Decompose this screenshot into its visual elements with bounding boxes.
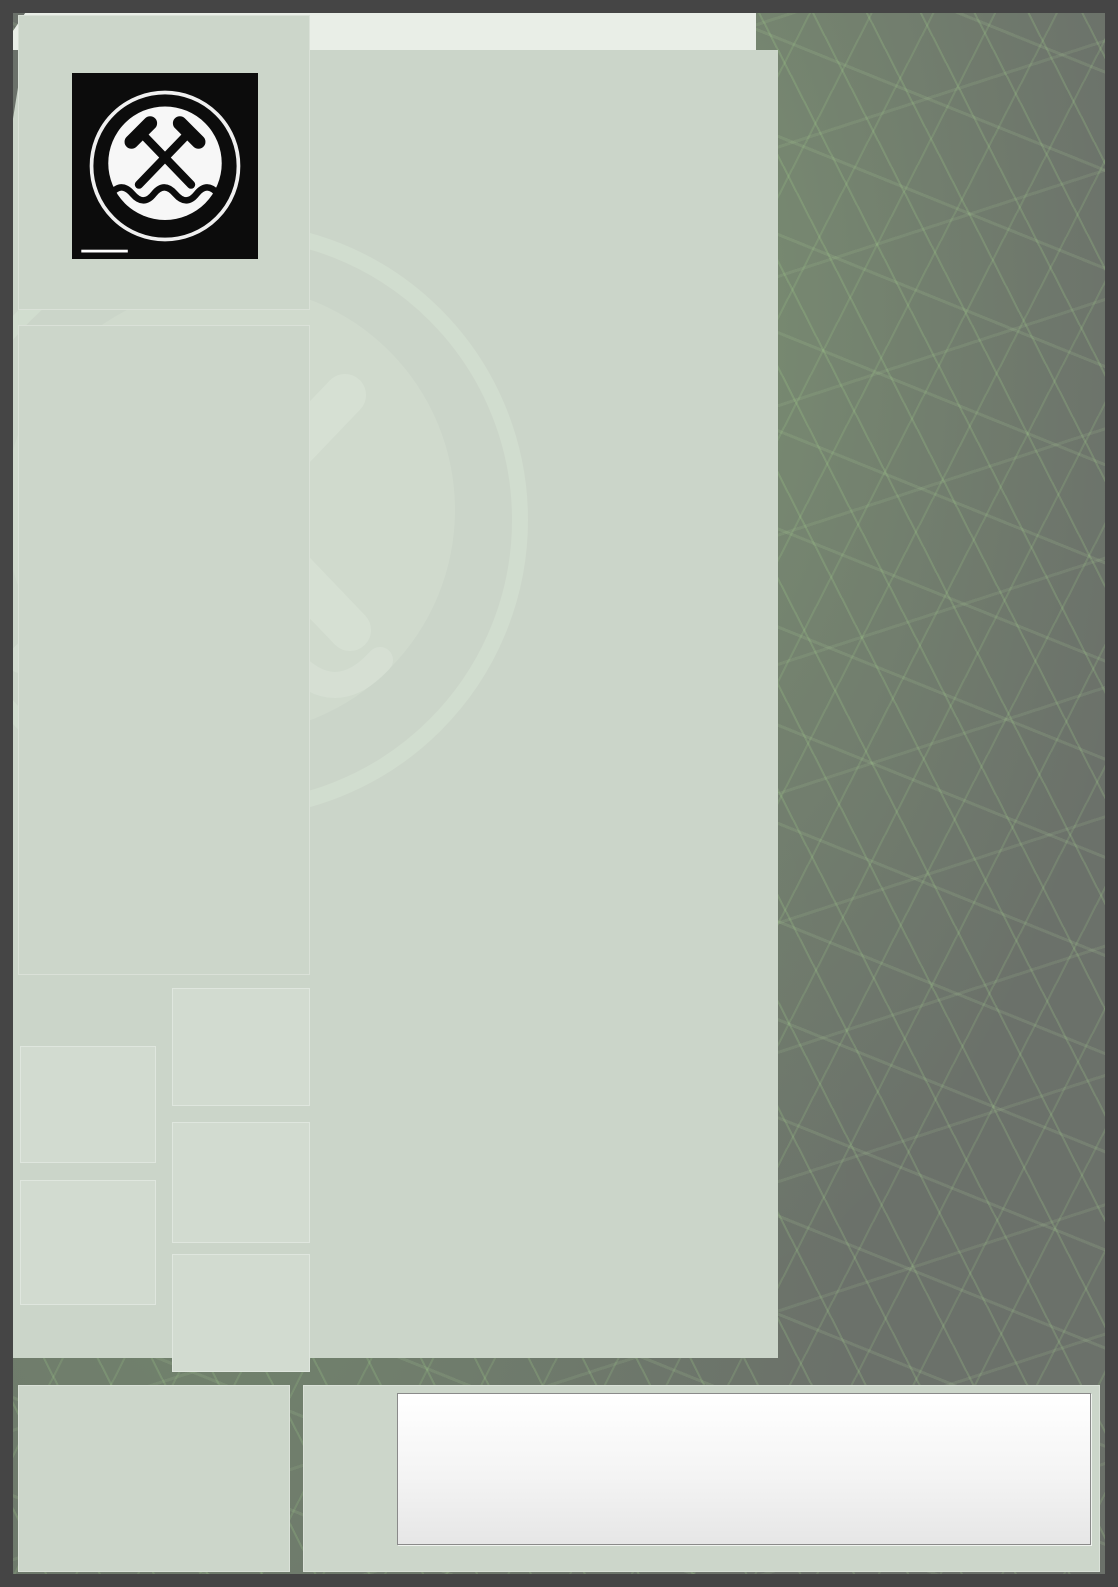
hitbox-front [20,1046,156,1163]
player-name [18,15,310,23]
hitbox-linke-schulter [172,1122,310,1243]
hitbox-ruecken [20,1180,156,1305]
score-chart-panel [303,1385,1100,1572]
player-panel [18,15,310,310]
hitbox-phasor [172,1254,310,1372]
hitbox-rechte-schulter [172,988,310,1106]
score-line-chart [397,1393,1091,1545]
venue-address-panel [18,1385,290,1572]
game-stats-panel [18,325,310,975]
ruhr-lasertag-logo [72,73,258,259]
